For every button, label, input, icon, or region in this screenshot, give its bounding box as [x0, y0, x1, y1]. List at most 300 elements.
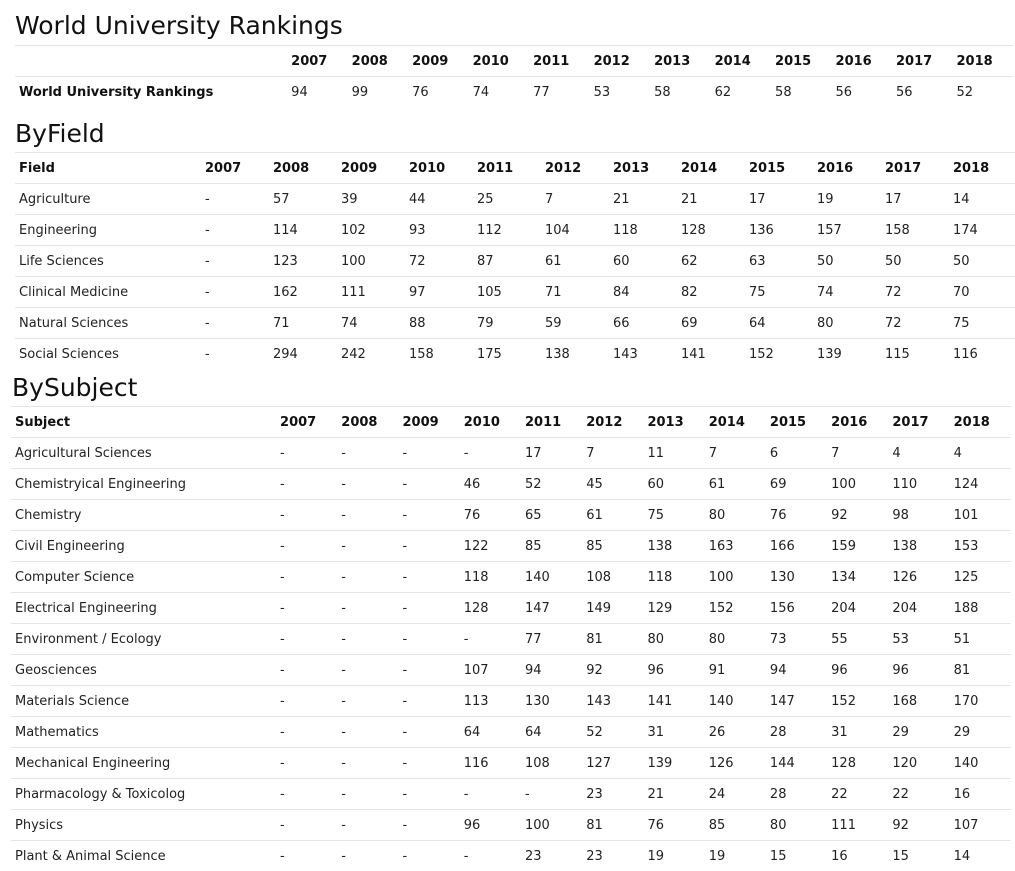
table-cell: 128: [460, 593, 521, 624]
table-cell: 99: [348, 77, 408, 108]
table-cell: 61: [705, 469, 766, 500]
table-cell: 147: [521, 593, 582, 624]
column-header-year: 2010: [460, 407, 521, 438]
table-cell: 79: [473, 308, 541, 339]
table-header-cell: 2018: [953, 46, 1014, 77]
table-row: [11, 779, 1011, 810]
table-cell: 85: [582, 531, 643, 562]
wur-table: [15, 45, 1013, 107]
table-cell: 80: [705, 624, 766, 655]
table-cell: 96: [827, 655, 888, 686]
table-cell: 152: [705, 593, 766, 624]
table-cell: 16: [950, 779, 1011, 810]
table-cell: 141: [677, 339, 745, 370]
table-cell: 100: [337, 246, 405, 277]
column-header-year: 2012: [541, 153, 609, 184]
row-label: Mathematics: [11, 717, 276, 748]
table-cell: 118: [609, 215, 677, 246]
table-cell: 122: [460, 531, 521, 562]
table-cell: 111: [827, 810, 888, 841]
table-header-row: [11, 407, 1011, 438]
table-cell: 53: [590, 77, 650, 108]
table-cell: 4: [888, 438, 949, 469]
table-cell: -: [337, 593, 398, 624]
table-cell: 80: [643, 624, 704, 655]
table-cell: 77: [529, 77, 589, 108]
table-cell: -: [201, 215, 269, 246]
table-cell: 138: [888, 531, 949, 562]
table-cell: 71: [269, 308, 337, 339]
table-cell: 91: [705, 655, 766, 686]
table-cell: -: [201, 339, 269, 370]
table-cell: 55: [827, 624, 888, 655]
row-label: Engineering: [15, 215, 201, 246]
table-header-cell: 2012: [590, 46, 650, 77]
column-header-year: 2011: [521, 407, 582, 438]
row-label: Pharmacology & Toxicolog: [11, 779, 276, 810]
table-cell: 159: [827, 531, 888, 562]
table-cell: 116: [949, 339, 1015, 370]
table-cell: 71: [541, 277, 609, 308]
bysubject-section-title: BySubject: [12, 374, 137, 402]
column-header-year: 2015: [745, 153, 813, 184]
table-cell: 69: [677, 308, 745, 339]
table-cell: 16: [827, 841, 888, 871]
table-cell: 76: [766, 500, 827, 531]
table-header-row: [15, 153, 1015, 184]
column-header-year: 2017: [888, 407, 949, 438]
table-cell: 80: [705, 500, 766, 531]
table-cell: 140: [705, 686, 766, 717]
table-cell: 124: [950, 469, 1011, 500]
table-cell: 15: [888, 841, 949, 871]
table-cell: 94: [766, 655, 827, 686]
table-cell: -: [276, 810, 337, 841]
table-cell: 93: [405, 215, 473, 246]
table-cell: 168: [888, 686, 949, 717]
table-row: [11, 841, 1011, 871]
table-row: [15, 246, 1015, 277]
table-cell: 80: [813, 308, 881, 339]
table-cell: 152: [827, 686, 888, 717]
table-cell: 115: [881, 339, 949, 370]
column-header-year: 2009: [337, 153, 405, 184]
table-cell: 7: [705, 438, 766, 469]
table-cell: -: [337, 686, 398, 717]
table-cell: 29: [950, 717, 1011, 748]
table-cell: 21: [677, 184, 745, 215]
row-label: Electrical Engineering: [11, 593, 276, 624]
table-row: [15, 277, 1015, 308]
table-row: [11, 438, 1011, 469]
table-cell: 23: [582, 841, 643, 871]
table-row: [11, 748, 1011, 779]
table-cell: 140: [950, 748, 1011, 779]
table-cell: -: [399, 686, 460, 717]
table-cell: 107: [460, 655, 521, 686]
table-cell: 74: [337, 308, 405, 339]
row-label: Plant & Animal Science: [11, 841, 276, 871]
table-cell: 107: [950, 810, 1011, 841]
table-cell: 28: [766, 717, 827, 748]
table-cell: 7: [541, 184, 609, 215]
table-cell: 153: [950, 531, 1011, 562]
table-cell: -: [337, 841, 398, 871]
table-cell: 50: [813, 246, 881, 277]
table-header-cell: 2015: [771, 46, 831, 77]
table-cell: -: [337, 624, 398, 655]
table-cell: -: [337, 562, 398, 593]
table-cell: 125: [950, 562, 1011, 593]
table-cell: 19: [813, 184, 881, 215]
table-cell: 17: [521, 438, 582, 469]
table-cell: 28: [766, 779, 827, 810]
table-cell: 112: [473, 215, 541, 246]
table-cell: 100: [827, 469, 888, 500]
column-header-year: 2018: [950, 407, 1011, 438]
table-cell: 72: [405, 246, 473, 277]
table-cell: 76: [643, 810, 704, 841]
table-cell: -: [337, 717, 398, 748]
table-cell: 92: [827, 500, 888, 531]
table-cell: 50: [881, 246, 949, 277]
table-cell: 61: [582, 500, 643, 531]
table-cell: -: [399, 438, 460, 469]
table-cell: 130: [766, 562, 827, 593]
table-cell: 72: [881, 308, 949, 339]
table-cell: 44: [405, 184, 473, 215]
table-cell: 14: [949, 184, 1015, 215]
table-cell: 94: [287, 77, 347, 108]
table-cell: 59: [541, 308, 609, 339]
table-row: [11, 717, 1011, 748]
table-cell: -: [337, 779, 398, 810]
table-cell: 31: [643, 717, 704, 748]
table-cell: -: [276, 562, 337, 593]
table-cell: 144: [766, 748, 827, 779]
table-cell: 110: [888, 469, 949, 500]
table-cell: 75: [643, 500, 704, 531]
table-cell: 81: [582, 810, 643, 841]
table-cell: 4: [950, 438, 1011, 469]
table-cell: 141: [643, 686, 704, 717]
table-cell: 66: [609, 308, 677, 339]
table-cell: -: [201, 308, 269, 339]
table-cell: 108: [521, 748, 582, 779]
table-row: [15, 339, 1015, 370]
table-cell: -: [399, 624, 460, 655]
table-cell: 75: [949, 308, 1015, 339]
table-row: [11, 500, 1011, 531]
table-cell: 84: [609, 277, 677, 308]
table-cell: -: [399, 841, 460, 871]
column-header-year: 2013: [609, 153, 677, 184]
table-row: [11, 686, 1011, 717]
table-cell: 170: [950, 686, 1011, 717]
table-cell: 64: [521, 717, 582, 748]
table-cell: 81: [950, 655, 1011, 686]
table-cell: 65: [521, 500, 582, 531]
table-cell: -: [399, 655, 460, 686]
table-cell: -: [276, 779, 337, 810]
table-cell: 128: [677, 215, 745, 246]
table-header-cell: 2008: [348, 46, 408, 77]
table-cell: -: [399, 500, 460, 531]
table-header-cell: 2014: [711, 46, 771, 77]
table-cell: 22: [888, 779, 949, 810]
table-cell: -: [399, 779, 460, 810]
table-cell: -: [276, 686, 337, 717]
table-cell: 21: [609, 184, 677, 215]
table-header-cell: 2016: [832, 46, 892, 77]
wur-section-title: World University Rankings: [15, 12, 343, 40]
row-label: Agricultural Sciences: [11, 438, 276, 469]
column-header-year: 2015: [766, 407, 827, 438]
row-label: Social Sciences: [15, 339, 201, 370]
table-cell: 19: [705, 841, 766, 871]
table-row: [11, 810, 1011, 841]
table-cell: -: [460, 779, 521, 810]
table-header-cell: 2009: [408, 46, 468, 77]
table-cell: -: [337, 531, 398, 562]
table-cell: -: [276, 655, 337, 686]
row-label: Chemistry: [11, 500, 276, 531]
table-cell: 134: [827, 562, 888, 593]
table-cell: -: [201, 184, 269, 215]
table-cell: 100: [521, 810, 582, 841]
table-row: [15, 308, 1015, 339]
column-header-year: 2008: [269, 153, 337, 184]
table-cell: 31: [827, 717, 888, 748]
table-cell: -: [399, 748, 460, 779]
table-cell: 129: [643, 593, 704, 624]
column-header-year: 2017: [881, 153, 949, 184]
table-cell: 7: [582, 438, 643, 469]
table-cell: 143: [582, 686, 643, 717]
table-cell: 92: [888, 810, 949, 841]
table-cell: 17: [881, 184, 949, 215]
table-cell: 22: [827, 779, 888, 810]
table-cell: 126: [888, 562, 949, 593]
row-label: Natural Sciences: [15, 308, 201, 339]
table-header-cell: 2013: [650, 46, 710, 77]
table-cell: -: [276, 717, 337, 748]
table-cell: 51: [950, 624, 1011, 655]
table-cell: -: [399, 531, 460, 562]
table-cell: -: [337, 469, 398, 500]
column-header-year: 2007: [276, 407, 337, 438]
bysubject-table: [11, 406, 1011, 871]
table-cell: 7: [827, 438, 888, 469]
column-header-year: 2007: [201, 153, 269, 184]
table-cell: -: [337, 810, 398, 841]
row-label: Life Sciences: [15, 246, 201, 277]
table-cell: 158: [405, 339, 473, 370]
table-cell: -: [399, 593, 460, 624]
table-cell: 143: [609, 339, 677, 370]
table-cell: 81: [582, 624, 643, 655]
table-cell: 138: [643, 531, 704, 562]
table-cell: 140: [521, 562, 582, 593]
table-cell: 96: [888, 655, 949, 686]
table-cell: 114: [269, 215, 337, 246]
table-cell: 52: [582, 717, 643, 748]
table-row: [15, 77, 1013, 108]
table-cell: 149: [582, 593, 643, 624]
table-cell: 52: [521, 469, 582, 500]
column-header-year: 2016: [827, 407, 888, 438]
table-cell: 74: [813, 277, 881, 308]
table-cell: 157: [813, 215, 881, 246]
table-cell: 108: [582, 562, 643, 593]
table-cell: -: [337, 655, 398, 686]
table-row: [11, 531, 1011, 562]
table-cell: 11: [643, 438, 704, 469]
table-cell: 56: [832, 77, 892, 108]
row-label: Agriculture: [15, 184, 201, 215]
row-label: Computer Science: [11, 562, 276, 593]
table-cell: 98: [888, 500, 949, 531]
byfield-table: [15, 152, 1015, 369]
table-cell: 204: [888, 593, 949, 624]
table-cell: 61: [541, 246, 609, 277]
table-cell: 75: [745, 277, 813, 308]
table-cell: 294: [269, 339, 337, 370]
row-label: Geosciences: [11, 655, 276, 686]
column-header-year: 2008: [337, 407, 398, 438]
table-cell: 128: [827, 748, 888, 779]
table-cell: 156: [766, 593, 827, 624]
table-cell: -: [201, 277, 269, 308]
table-cell: 116: [460, 748, 521, 779]
table-cell: 70: [949, 277, 1015, 308]
table-cell: 138: [541, 339, 609, 370]
column-header-year: 2016: [813, 153, 881, 184]
table-cell: 175: [473, 339, 541, 370]
table-cell: 50: [949, 246, 1015, 277]
table-cell: 73: [766, 624, 827, 655]
table-row: [11, 655, 1011, 686]
table-cell: 147: [766, 686, 827, 717]
table-cell: 113: [460, 686, 521, 717]
table-header-cell: 2011: [529, 46, 589, 77]
table-cell: -: [201, 246, 269, 277]
row-label: Physics: [11, 810, 276, 841]
table-cell: 58: [771, 77, 831, 108]
table-cell: 26: [705, 717, 766, 748]
table-cell: 127: [582, 748, 643, 779]
table-row: [11, 624, 1011, 655]
row-label: Clinical Medicine: [15, 277, 201, 308]
table-cell: -: [276, 624, 337, 655]
table-cell: 72: [881, 277, 949, 308]
table-cell: 92: [582, 655, 643, 686]
table-cell: 76: [460, 500, 521, 531]
row-label: Environment / Ecology: [11, 624, 276, 655]
table-cell: 118: [460, 562, 521, 593]
table-cell: 94: [521, 655, 582, 686]
table-cell: 139: [643, 748, 704, 779]
table-cell: 174: [949, 215, 1015, 246]
table-cell: 24: [705, 779, 766, 810]
table-header-row: [15, 46, 1013, 77]
table-cell: 130: [521, 686, 582, 717]
table-cell: 46: [460, 469, 521, 500]
table-cell: 60: [609, 246, 677, 277]
table-cell: 19: [643, 841, 704, 871]
table-cell: 152: [745, 339, 813, 370]
table-row: [15, 184, 1015, 215]
table-cell: 120: [888, 748, 949, 779]
table-cell: 39: [337, 184, 405, 215]
table-cell: 188: [950, 593, 1011, 624]
table-cell: 64: [745, 308, 813, 339]
table-row: [11, 593, 1011, 624]
column-header-label: Field: [15, 153, 201, 184]
table-cell: -: [460, 438, 521, 469]
table-cell: 21: [643, 779, 704, 810]
table-cell: 85: [705, 810, 766, 841]
column-header-year: 2014: [705, 407, 766, 438]
table-cell: 204: [827, 593, 888, 624]
table-cell: 15: [766, 841, 827, 871]
table-cell: 100: [705, 562, 766, 593]
table-cell: 62: [711, 77, 771, 108]
column-header-year: 2014: [677, 153, 745, 184]
column-header-label: Subject: [11, 407, 276, 438]
table-cell: 45: [582, 469, 643, 500]
table-cell: -: [460, 624, 521, 655]
table-cell: -: [399, 562, 460, 593]
column-header-year: 2011: [473, 153, 541, 184]
column-header-year: 2010: [405, 153, 473, 184]
row-label: Materials Science: [11, 686, 276, 717]
table-cell: 158: [881, 215, 949, 246]
table-cell: -: [399, 810, 460, 841]
table-cell: 123: [269, 246, 337, 277]
table-cell: 242: [337, 339, 405, 370]
column-header-year: 2018: [949, 153, 1015, 184]
table-row: [15, 215, 1015, 246]
table-cell: 74: [469, 77, 529, 108]
column-header-year: 2013: [643, 407, 704, 438]
table-cell: 136: [745, 215, 813, 246]
table-cell: -: [276, 841, 337, 871]
table-cell: 111: [337, 277, 405, 308]
byfield-section-title: ByField: [15, 120, 105, 148]
table-cell: 58: [650, 77, 710, 108]
table-cell: -: [276, 593, 337, 624]
table-cell: -: [337, 748, 398, 779]
table-cell: -: [521, 779, 582, 810]
table-cell: 64: [460, 717, 521, 748]
table-cell: -: [276, 748, 337, 779]
table-cell: 101: [950, 500, 1011, 531]
table-cell: 118: [643, 562, 704, 593]
table-cell: 53: [888, 624, 949, 655]
table-cell: 102: [337, 215, 405, 246]
table-cell: 62: [677, 246, 745, 277]
table-header-cell: 2017: [892, 46, 952, 77]
table-cell: 162: [269, 277, 337, 308]
row-label: Mechanical Engineering: [11, 748, 276, 779]
table-cell: 96: [460, 810, 521, 841]
table-cell: 6: [766, 438, 827, 469]
table-cell: -: [399, 469, 460, 500]
table-cell: -: [276, 500, 337, 531]
table-cell: 77: [521, 624, 582, 655]
table-cell: -: [276, 531, 337, 562]
